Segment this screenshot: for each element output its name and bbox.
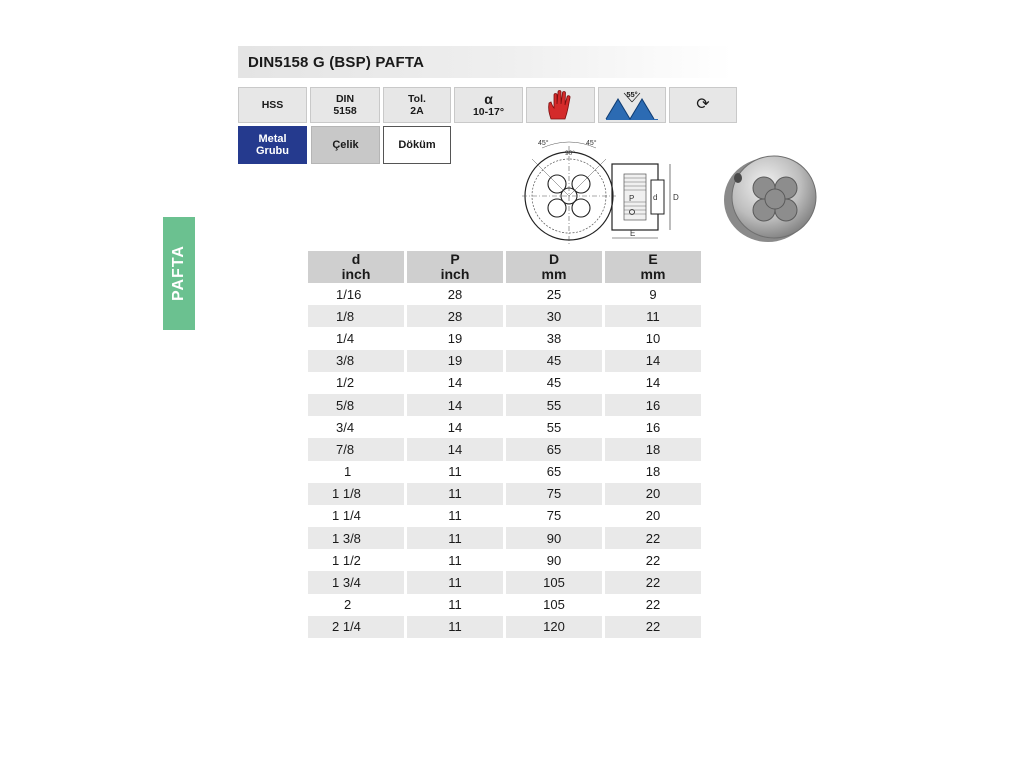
spec-standard-line1: DIN <box>335 93 355 105</box>
hand-icon <box>543 89 579 121</box>
drawing-label-d-small: d <box>653 193 658 202</box>
table-header-row <box>308 251 701 283</box>
table-row: 1 1/4 11 75 20 <box>308 505 701 527</box>
spec-tolerance-line1: Tol. <box>408 93 426 105</box>
table-row: 5/8 14 55 16 <box>308 394 701 416</box>
table-row: 1/4 19 38 10 <box>308 327 701 349</box>
spec-box-hand <box>526 87 595 123</box>
metal-group-line1: Metal <box>258 133 287 145</box>
spec-box-angle <box>454 87 523 123</box>
drawing-label-p: P <box>629 194 635 203</box>
drawing-angle-right: 45° <box>586 140 597 147</box>
table-row: 3/4 14 55 16 <box>308 416 701 438</box>
spec-box-tolerance <box>383 87 451 123</box>
thread-angle-label: 55° <box>626 90 638 99</box>
spec-box-standard <box>310 87 380 123</box>
header-e: E mm <box>605 251 701 283</box>
table-row: 1 1/8 11 75 20 <box>308 483 701 505</box>
drawing-angle-top: 90° <box>565 150 575 157</box>
table-row: 2 11 105 22 <box>308 594 701 616</box>
metal-steel-box <box>311 126 380 164</box>
die-product-icon <box>718 150 823 245</box>
spec-material-label: HSS <box>261 99 284 111</box>
header-d: d inch <box>308 251 404 283</box>
side-tab-label: PAFTA <box>170 245 187 301</box>
dimension-table <box>305 251 704 638</box>
spec-standard-line2: 5158 <box>333 105 357 117</box>
table-row: 1 3/4 11 105 22 <box>308 571 701 593</box>
table-row: 1 11 65 18 <box>308 461 701 483</box>
header-outer-d: D mm <box>506 251 602 283</box>
header-p: P inch <box>407 251 503 283</box>
table-row: 7/8 14 65 18 <box>308 438 701 460</box>
side-tab <box>163 217 195 330</box>
spec-box-thread-profile <box>598 87 666 123</box>
table-row: 1/16 28 25 9 <box>308 283 701 305</box>
drawing-label-d-large: D <box>673 193 679 202</box>
thread-profile-icon <box>603 89 661 121</box>
table-row: 1/8 28 30 11 <box>308 305 701 327</box>
rotation-icon: ⟳ <box>696 96 710 113</box>
title-bar <box>238 46 732 78</box>
page-title: DIN5158 G (BSP) PAFTA <box>248 54 425 71</box>
table-row: 3/8 19 45 14 <box>308 350 701 372</box>
table-row: 1 3/8 11 90 22 <box>308 527 701 549</box>
spec-box-material <box>238 87 307 123</box>
drawing-label-e: E <box>630 229 636 238</box>
spec-angle-symbol: α <box>484 90 493 107</box>
spec-box-rotation <box>669 87 737 123</box>
table-row: 2 1/4 11 120 22 <box>308 616 701 638</box>
metal-cast-label: Döküm <box>398 139 436 151</box>
metal-cast-box <box>383 126 451 164</box>
spec-angle-value: 10-17° <box>472 105 505 118</box>
drawing-angle-left: 45° <box>538 140 549 147</box>
metal-group-label <box>238 126 307 164</box>
technical-drawing <box>520 134 692 246</box>
spec-tolerance-line2: 2A <box>410 105 424 117</box>
table-row: 1 1/2 11 90 22 <box>308 549 701 571</box>
metal-steel-label: Çelik <box>332 139 359 151</box>
table-row: 1/2 14 45 14 <box>308 372 701 394</box>
metal-group-line2: Grubu <box>256 145 289 157</box>
